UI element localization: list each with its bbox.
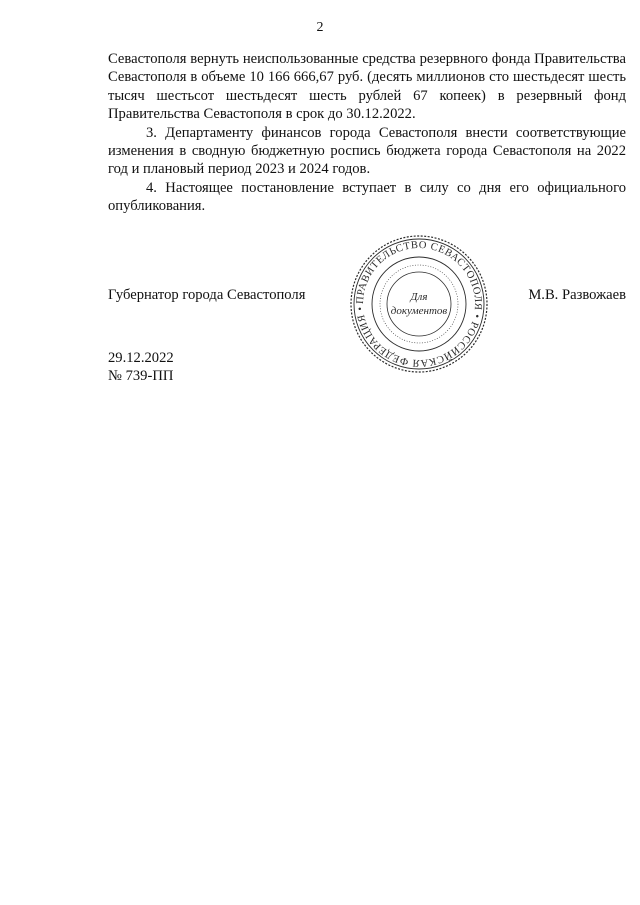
seal-outer-ring [351, 236, 487, 372]
seal-outer-circle [354, 239, 484, 369]
seal-center-line2: документов [390, 305, 448, 317]
paragraph-item-3: 3. Департаменту финансов города Севастополя внести соответствующие изменения в сводную бюджетную роспись бюджета города Севастополя на 2022 год и плановый период 2023 и 2024 годов. [108, 124, 626, 178]
paragraph-item-4: 4. Настоящее постановление вступает в силу со дня его официального опубликования. [108, 179, 626, 215]
seal-graphic [349, 234, 489, 374]
page-number: 2 [316, 20, 324, 35]
seal-micro-ring [380, 265, 458, 343]
paragraph-continuation: Севастополя вернуть неиспользованные средства резервного фонда Правительства Севастополя в объеме 10 166 666,67 руб. (десять миллионов сто шестьдесят шесть тысяч шестьсот шестьдесят шесть рублей 67 копеек) в резервный фонд Правительства Севастополя в срок до 30.12.2022. [108, 51, 626, 123]
seal-outer-text: ПРАВИТЕЛЬСТВО СЕВАСТОПОЛЯ • РОССИЙСКАЯ ФЕДЕРАЦИЯ • [354, 239, 484, 369]
official-seal [349, 234, 489, 374]
document-meta [108, 349, 174, 386]
signatory-position: Губернатор города Севастополя [108, 287, 306, 303]
document-body [108, 50, 626, 216]
document-number: № 739-ПП [108, 368, 174, 385]
seal-center-circle [387, 272, 451, 336]
document-date: 29.12.2022 [108, 350, 174, 366]
seal-center-line1: Для [410, 291, 428, 303]
seal-inner-circle [372, 257, 466, 351]
signatory-name: М.В. Развожаев [528, 287, 626, 303]
